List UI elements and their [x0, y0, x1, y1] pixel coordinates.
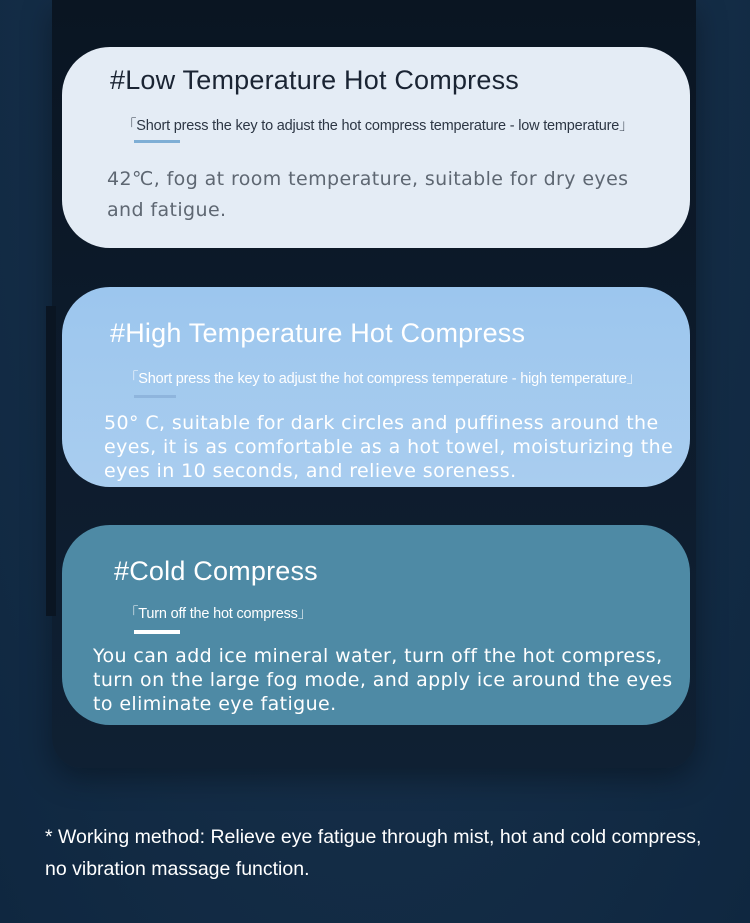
low-temperature-card [62, 47, 690, 248]
low-temperature-title: #Low Temperature Hot Compress [110, 65, 519, 95]
high-temperature-hint: 「Short press the key to adjust the hot compress temperature - high temperature」 [124, 371, 641, 387]
cold-compress-description: You can add ice mineral water, turn off the hot compress, turn on the large fog mode, and apply ice around the eyes to eliminate eye fatigue. [93, 645, 673, 715]
high-temperature-title: #High Temperature Hot Compress [110, 318, 526, 348]
cold-compress-card [62, 525, 690, 725]
cold-compress-hint: 「Turn off the hot compress」 [124, 606, 313, 622]
high-temperature-accent-bar [134, 395, 176, 398]
panel-edge-strip [46, 306, 56, 616]
cold-compress-title: #Cold Compress [114, 556, 318, 586]
high-temperature-description: 50° C, suitable for dark circles and puffiness around the eyes, it is as comfortable as a hot towel, moisturizing the eyes in 10 seconds, and relieve soreness. [104, 412, 674, 482]
cold-compress-accent-bar [134, 630, 180, 634]
working-method-footnote: * Working method: Relieve eye fatigue through mist, hot and cold compress, no vibration massage function. [45, 826, 702, 880]
high-temperature-card [62, 287, 690, 487]
low-temperature-accent-bar [134, 140, 180, 143]
low-temperature-hint: 「Short press the key to adjust the hot compress temperature - low temperature」 [122, 118, 634, 134]
low-temperature-description: 42℃, fog at room temperature, suitable for dry eyes and fatigue. [107, 168, 629, 221]
